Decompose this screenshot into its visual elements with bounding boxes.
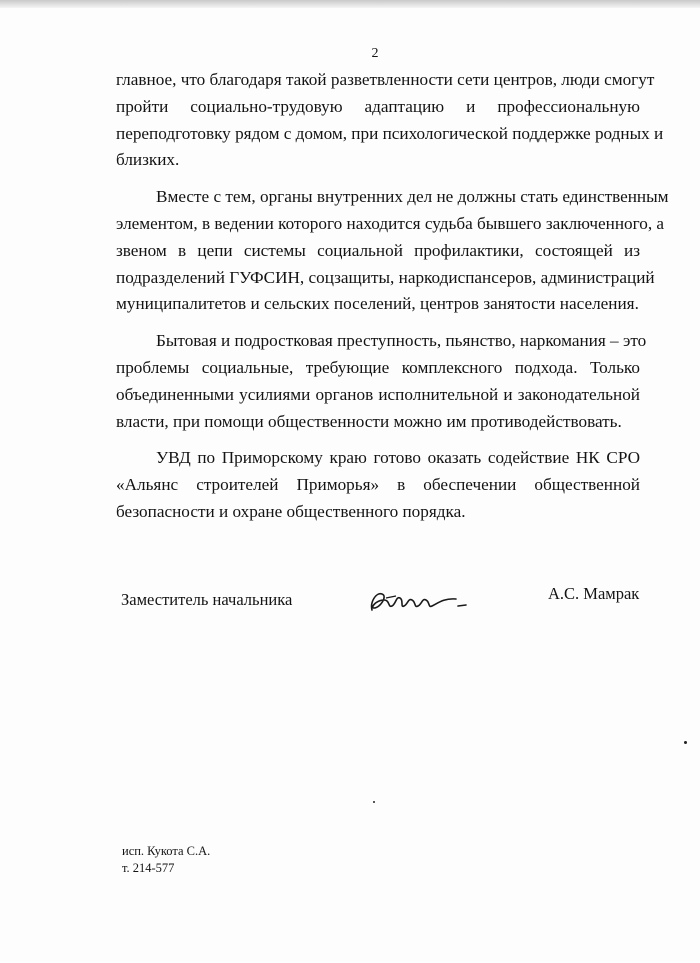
text-line: «Альянс строителей Приморья» в обеспечении общественной (116, 475, 640, 495)
signer-title: Заместитель начальника (121, 590, 293, 609)
text-line: муниципалитетов и сельских поселений, центров занятости населения. (116, 294, 639, 314)
text-line: переподготовку рядом с домом, при психологической поддержке родных и (116, 123, 664, 143)
letter-body (116, 67, 669, 536)
text-line: элементом, в ведении которого находится судьба бывшего заключенного, а (116, 213, 665, 233)
text-line: близких. (116, 150, 180, 170)
handwritten-signature (366, 584, 476, 620)
paragraph (116, 445, 640, 525)
scan-speck (684, 741, 687, 744)
executor-name: исп. Кукота С.А. (122, 844, 211, 858)
text-line: власти, при помощи общественности можно им противодействовать. (116, 411, 622, 431)
paragraph (116, 328, 647, 435)
text-line: главное, что благодаря такой разветвленности сети центров, люди смогут (116, 70, 655, 89)
text-line: объединенными усилиями органов исполнительной и законодательной (116, 384, 640, 404)
text-line: звеном в цепи системы социальной профилактики, состоящей из (116, 240, 640, 260)
executor-phone: т. 214-577 (122, 861, 175, 875)
text-line: пройти социально-трудовую адаптацию и профессиональную (116, 96, 640, 116)
scan-edge (0, 0, 700, 8)
text-line: подразделений ГУФСИН, соцзащиты, наркодиспансеров, администраций (116, 267, 655, 287)
signer-name: А.С. Мамрак (548, 584, 640, 603)
scan-speck (373, 801, 375, 803)
text-line: УВД по Приморскому краю готово оказать содействие НК СРО (156, 448, 640, 468)
text-line: Вместе с тем, органы внутренних дел не должны стать единственным (156, 187, 669, 207)
paragraph (116, 184, 669, 318)
text-line: безопасности и охране общественного порядка. (116, 501, 466, 521)
text-line: Бытовая и подростковая преступность, пьянство, наркомания – это (156, 331, 647, 351)
page-number: 2 (371, 46, 379, 61)
executor-note (122, 843, 210, 877)
paragraph (116, 67, 664, 174)
text-line: проблемы социальные, требующие комплексного подхода. Только (116, 357, 640, 377)
